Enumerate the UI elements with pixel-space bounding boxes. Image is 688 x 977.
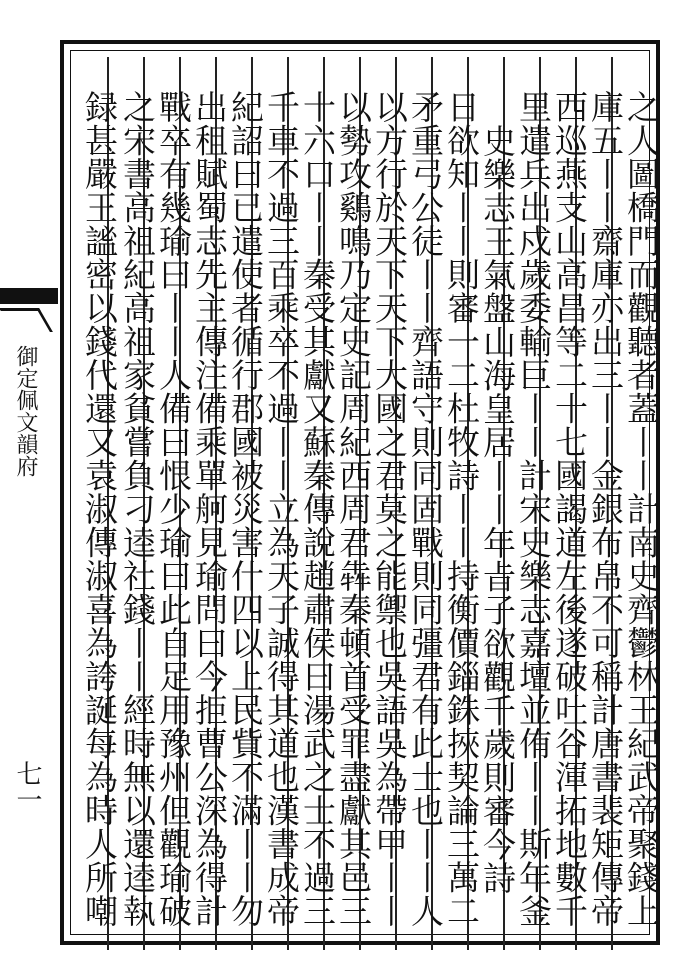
text-column-12: 紀詔曰已遣使者循行郡國被災害什四以上民貲不滿丨丨勿: [226, 90, 265, 928]
text-column-13: 出租賦蜀志先主傳注備乘單舸見瑜問曰今拒曹公深為得計: [190, 90, 229, 928]
text-column-6: 日欲知丨丨則審一二杜牧詩丨丨持衡價錙銖挾契論三萬二: [442, 90, 481, 928]
fish-tail-ornament: [0, 288, 58, 336]
text-column-16: 録甚嚴王謐密以錢代還又袁淑傳淑喜為誇誕每為時人所嘲: [80, 90, 119, 928]
text-column-3: 西巡燕支山高昌等二十七國謁道左後遂破吐谷渾拓地數千: [550, 90, 589, 928]
banxin-title: 御定佩文韻府: [13, 345, 38, 477]
text-column-1: 之人圖橋門而觀聽者蓋丨丨計南史齊鬱林王紀武帝聚錢上: [622, 90, 661, 928]
text-column-9: 以勢攻鷄鳴乃定史記周紀西周君犇秦頓首受罪盡獻其邑三: [334, 90, 373, 928]
banxin-upper-mark: [0, 48, 56, 258]
text-column-4: 里遣兵出戍歲委輸巨丨丨計宋史樂志嘉壇並侑丨丨斯年釜: [514, 90, 553, 928]
text-column-10: 十六口丨丨秦受其獻又蘇秦傳說趙肅侯曰湯武之士不過三: [298, 90, 337, 928]
text-column-15: 之宋書高祖紀高祖家貧嘗負刁逵社錢丨丨經時無以還逵執: [118, 90, 157, 928]
text-frame-inner: [70, 50, 661, 935]
text-column-7: 矛重弓公徒丨丨齊語守則同固戰則同彊君有此士也丨丨人: [406, 90, 445, 928]
text-column-5: 史樂志王氣盤山海皇居丨丨年㫖子欲觀千歲則審今詩: [478, 123, 517, 895]
text-frame: [60, 40, 660, 945]
text-column-8: 以方行於天下天下大國之君莫之能禦也吳語吳為帶甲丨丨: [370, 90, 409, 928]
text-column-2: 庫五丨丨齋庫亦出三丨丨金銀布帛不可稱計唐書裴矩傳帝: [586, 90, 625, 928]
text-column-11: 千車不過三百乘卒不過丨丨立為天子誠得其道也漢書成帝: [262, 90, 301, 928]
page-number: 七一: [12, 760, 42, 812]
text-column-14: 戰卒有幾瑜曰丨丨人備曰恨少瑜曰此自足用豫州但觀瑜破: [154, 90, 193, 928]
